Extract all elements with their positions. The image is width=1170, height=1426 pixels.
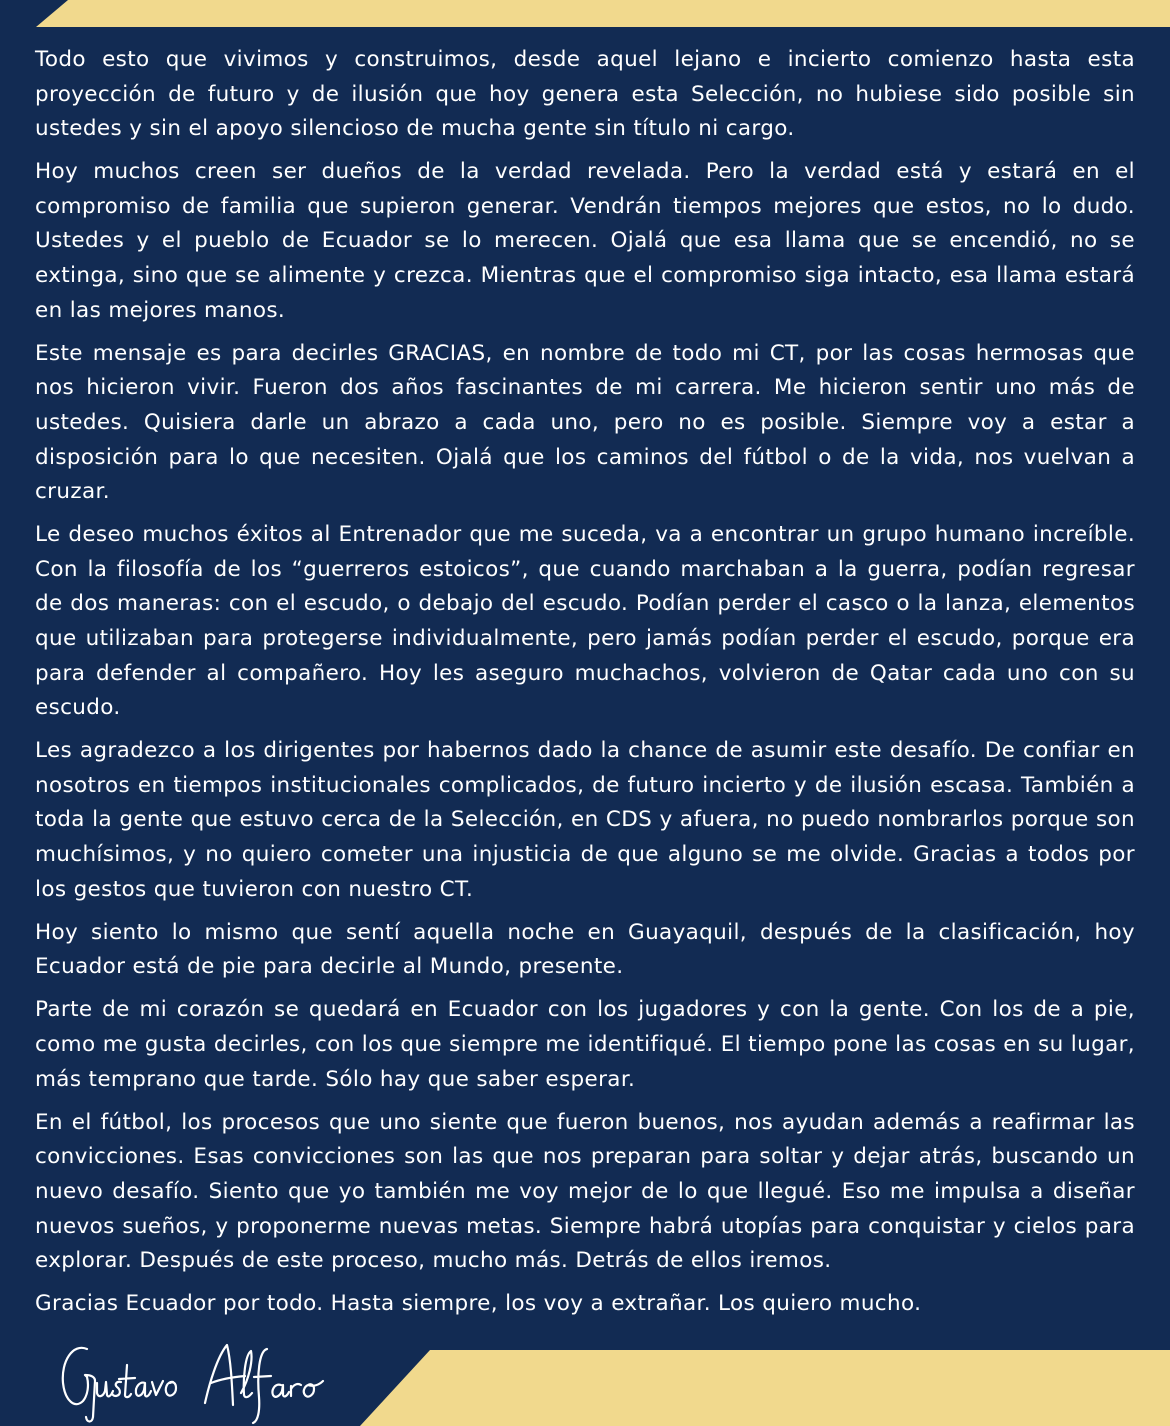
letter-paragraph-4: Le deseo muchos éxitos al Entrenador que me suceda, va a encontrar un grupo humano increíble. Con la filosofía de los “guerreros estoicos”, que cuando marchaban a la guerra, podían regresar de dos maneras: con el escudo, o debajo del escudo. Podían perder el casco o la lanza, elementos que utilizaban para protegerse individualmente, pero jamás podían perder el escudo, porque era para defender al compañero. Hoy les aseguro muchachos, volvieron de Qatar cada uno con su escudo. xyxy=(35,522,1135,721)
top-accent-shape xyxy=(36,0,1170,27)
bottom-accent-shape xyxy=(360,1350,1170,1426)
letter-closing: Gracias Ecuador por todo. Hasta siempre, los voy a extrañar. Los quiero mucho. xyxy=(35,1291,922,1317)
letter-paragraph-8: En el fútbol, los procesos que uno siente que fueron buenos, nos ayudan además a reafirmar las convicciones. Esas convicciones son las que nos preparan para soltar y dejar atrás, buscando un nuevo desafío. Siento que yo también me voy mejor de lo que llegué. Eso me impulsa a diseñar nuevos sueños, y proponerme nuevas metas. Siempre habrá utopías para conquistar y cielos para explorar. Después de este proceso, mucho más. Detrás de ellos iremos. xyxy=(35,1109,1135,1274)
letter-paragraph-5: Les agradezco a los dirigentes por habernos dado la chance de asumir este desafío. De confiar en nosotros en tiempos institucionales complicados, de futuro incierto y de ilusión escasa. También a toda la gente que estuvo cerca de la Selección, en CDS y afuera, no puedo nombrarlos porque son muchísimos, y no quiero cometer una injusticia de que alguno se me olvide. Gracias a todos por los gestos que tuvieron con nuestro CT. xyxy=(35,738,1135,902)
handwritten-signature-icon xyxy=(55,1335,345,1425)
letter-paragraph-6: Hoy siento lo mismo que sentí aquella noche en Guayaquil, después de la clasificación, hoy Ecuador está de pie para decirle al Mundo, presente. xyxy=(35,919,1135,980)
letter-paragraph-1: Todo esto que vivimos y construimos, desde aquel lejano e incierto comienzo hasta esta proyección de futuro y de ilusión que hoy genera esta Selección, no hubiese sido posible sin ustedes y sin el apoyo silencioso de mucha gente sin título ni cargo. xyxy=(35,47,1135,142)
letter-paragraph-7: Parte de mi corazón se quedará en Ecuador con los jugadores y con la gente. Con los de a pie, como me gusta decirles, con los que siempre me identifiqué. El tiempo pone las cosas en su lugar, más temprano que tarde. Sólo hay que saber esperar. xyxy=(35,997,1135,1092)
letter-paragraph-2: Hoy muchos creen ser dueños de la verdad revelada. Pero la verdad está y estará en el compromiso de familia que supieron generar. Vendrán tiempos mejores que estos, no lo dudo. Ustedes y el pueblo de Ecuador se lo merecen. Ojalá que esa llama que se encendió, no se extinga, sino que se alimente y crezca. Mientras que el compromiso siga intacto, esa llama estará en las mejores manos. xyxy=(35,159,1135,323)
farewell-letter xyxy=(35,43,1135,1330)
top-accent-band xyxy=(0,0,1170,30)
letter-paragraph-3: Este mensaje es para decirles GRACIAS, en nombre de todo mi CT, por las cosas hermosas que nos hicieron vivir. Fueron dos años fascinantes de mi carrera. Me hicieron sentir uno más de ustedes. Quisiera darle un abrazo a cada uno, pero no es posible. Siempre voy a estar a disposición para lo que necesiten. Ojalá que los caminos del fútbol o de la vida, nos vuelvan a cruzar. xyxy=(35,340,1135,505)
